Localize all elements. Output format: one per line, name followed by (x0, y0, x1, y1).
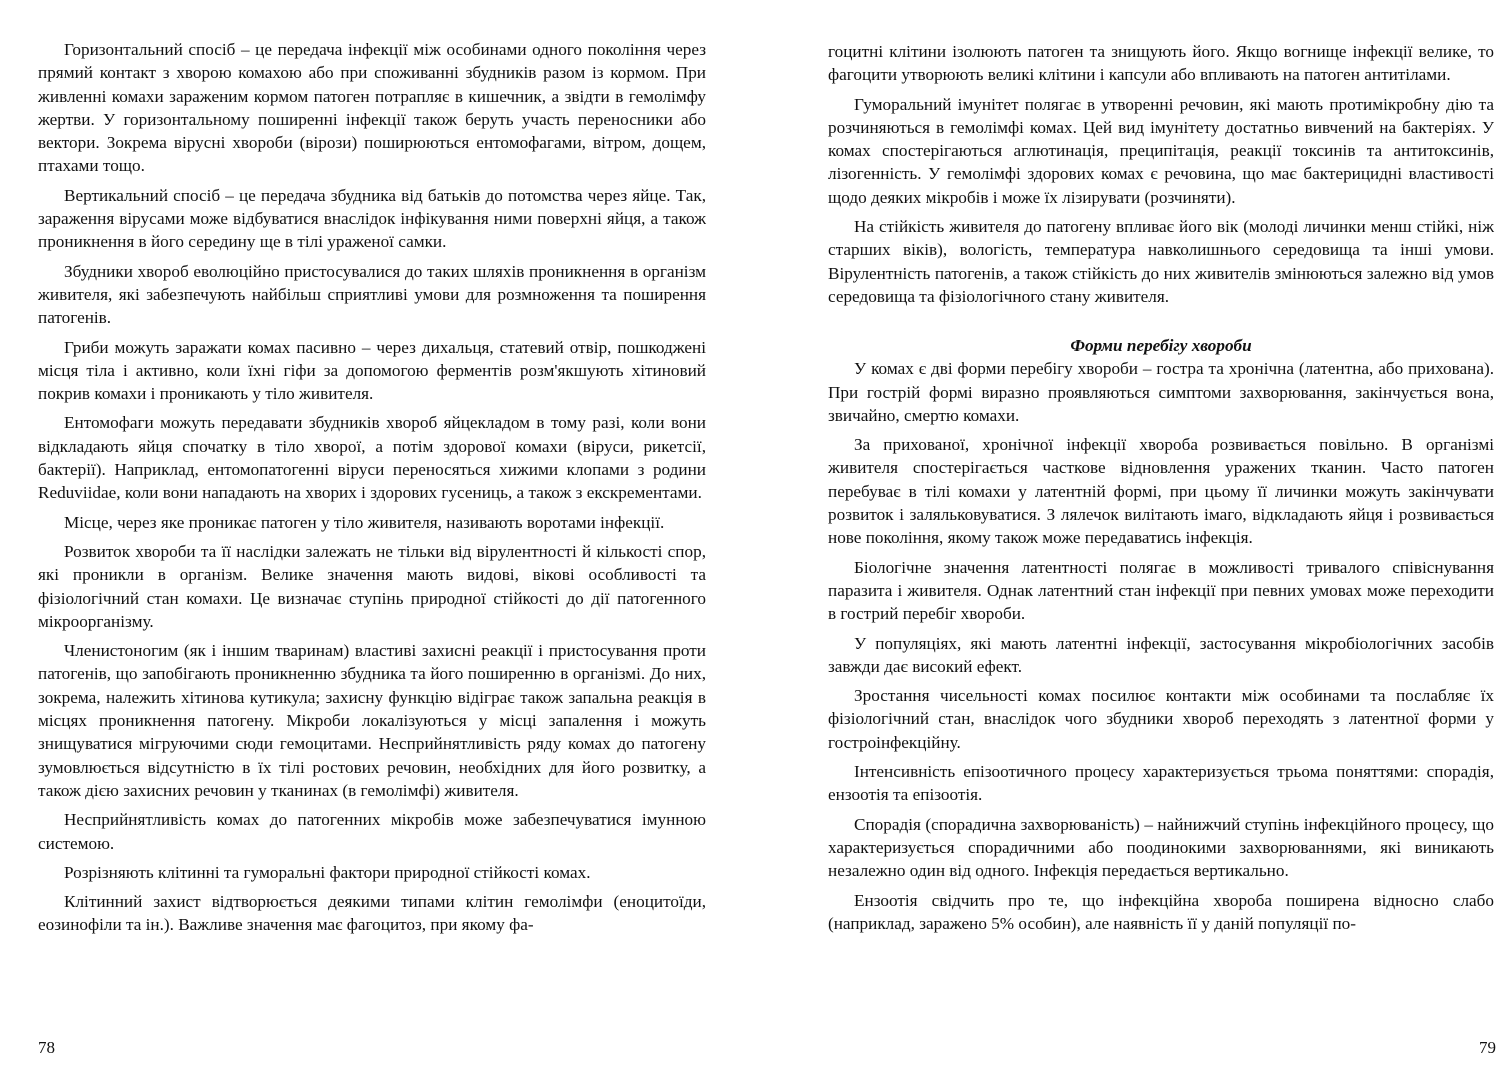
paragraph: Членистоногим (як і іншим тваринам) властиві захисні реакції і пристосування проти патогенів, що запобігають проникненню збудника та його поширенню в організмі. До них, зокрема, належить хітинова кутикула; захисну функцію відіграє також запальна реакція в місцях проникнення патогену. Мікроби локалізуються у місці запалення і можуть знищуватися мігруючими сюди гемоцитами. Несприйнятливість ряду комах до патогену зумовлюється відсутністю в їх тілі ростових речовин, необхідних для його розвитку, а також дією захисних речовин у тканинах (в гемолімфі) живителя. (38, 641, 706, 800)
paragraph: Біологічне значення латентності полягає в можливості тривалого співіснування паразита і живителя. Однак латентний стан інфекції при певних умовах може переходити в гострий перебіг хвороби. (828, 557, 1494, 624)
paragraph: Спорадія (спорадична захворюваність) – найнижчий ступінь інфекційного процесу, що характеризується спорадичними або поодинокими захворюваннями, які виникають незалежно один від одного. Інфекція передається вертикально. (828, 814, 1494, 881)
paragraph: Збудники хвороб еволюційно пристосувалися до таких шляхів проникнення в організм живителя, які забезпечують найбільш сприятливі умови для розмноження та поширення патогенів. (38, 261, 706, 328)
paragraph: Гриби можуть заражати комах пасивно – через дихальця, статевий отвір, пошкоджені місця тіла і активно, коли їхні гіфи за допомогою ферментів розм'якшують хітиновий покрив комахи і проникають у тіло живителя. (38, 337, 706, 404)
paragraph: Місце, через яке проникає патоген у тіло живителя, називають воротами інфекції. (64, 512, 665, 532)
paragraph: Несприйнятливість комах до патогенних мікробів може забезпечуватися імунною системою. (38, 810, 706, 853)
paragraph: Горизонтальний спосіб – це передача інфекції між особинами одного покоління через прямий контакт з хворою комахою або при споживанні збудників разом із кормом. При живленні комахи зараженим кормом патоген потрапляє в кишечник, а звідти в гемолімфу жертви. У горизонтальному поширенні інфекції також беруть участь переносники або вектори. Зокрема вірусні хвороби (вірози) поширюються ентомофагами, вітром, дощем, птахами тощо. (38, 40, 706, 176)
paragraph: Ентомофаги можуть передавати збудників хвороб яйцекладом в тому разі, коли вони відкладають яйця спочатку в тіло хворої, а потім здорової комахи (віруси, рикетсії, бактерії). Наприклад, ентомопатогенні віруси переносяться хижими клопами з родини Reduviidae, коли вони нападають на хворих і здорових гусениць, а також з екскрементами. (38, 413, 706, 503)
page-number-right: 79 (1479, 1038, 1496, 1057)
left-page (38, 38, 706, 943)
paragraph: У популяціях, які мають латентні інфекції, застосування мікробіологічних засобів завжди дає високий ефект. (828, 633, 1494, 676)
paragraph: Вертикальний спосіб – це передача збудника від батьків до потомства через яйце. Так, зараження вірусами може відбуватися внаслідок інфікування ними поверхні яйця, а також проникнення в його середину ще в тілі ураженої самки. (38, 185, 706, 252)
right-page (828, 40, 1494, 941)
paragraph: За прихованої, хронічної інфекції хвороба розвивається повільно. В організмі живителя спостерігається часткове відновлення уражених тканин. Часто патоген перебуває в тілі комахи у латентній формі, при цьому її личинки можуть закінчувати розвиток і заляльковуватися. З лялечок вилітають імаго, відкладають яйця і розвивається нове покоління, якому також може передаватись інфекція. (828, 435, 1494, 548)
paragraph: У комах є дві форми перебігу хвороби – гостра та хронічна (латентна, або прихована). При гострій формі виразно проявляються симптоми захворювання, закінчується вона, звичайно, смертю комахи. (828, 359, 1494, 425)
paragraph: Зростання чисельності комах посилює контакти між особинами та послабляє їх фізіологічний стан, внаслідок чого збудники хвороб переходять з латентної форми у гостроінфекційну. (828, 686, 1494, 752)
paragraph: Гуморальний імунітет полягає в утворенні речовин, які мають протимікробну дію та розчиняються в гемолімфі комах. Цей вид імунітету достатньо вивчений на бактеріях. У комах спостерігаються аглютинація, преципітація, реакції токсинів та антитоксинів, лізогенність. У гемолімфі здорових комах є речовина, що має бактерицидні властивості щодо деяких мікробів і може їх лізирувати (розчиняти). (828, 94, 1494, 207)
paragraph: Ензоотія свідчить про те, що інфекційна хвороба поширена відносно слабо (наприклад, заражено 5% особин), але наявність її у даній популяції по- (828, 890, 1494, 933)
continued-paragraph: гоцитні клітини ізолюють патоген та знищують його. Якщо вогнище інфекції велике, то фагоцити утворюють великі клітини і капсули або впливають на патоген антитілами. (828, 42, 1494, 85)
paragraph: Клітинний захист відтворюється деякими типами клітин гемолімфи (еноцитоїди, еозинофіли та ін.). Важливе значення має фагоцитоз, при якому фа- (38, 892, 706, 935)
paragraph: Розвиток хвороби та її наслідки залежать не тільки від вірулентності й кількості спор, які проникли в організм. Велике значення мають видові, вікові особливості та фізіологічний стан комахи. Це визначає ступінь природної стійкості до дії патогенного мікроорганізму. (38, 541, 706, 631)
paragraph: Інтенсивність епізоотичного процесу характеризується трьома поняттями: спорадія, ензоотія та епізоотія. (828, 762, 1494, 805)
page-number-left: 78 (38, 1038, 55, 1057)
paragraph: Розрізняють клітинні та гуморальні фактори природної стійкості комах. (64, 862, 591, 882)
section-heading: Форми перебігу хвороби (1070, 336, 1252, 356)
paragraph: На стійкість живителя до патогену впливає його вік (молоді личинки менш стійкі, ніж старших віків), вологість, температура навколишнього середовища та інші умови. Вірулентність патогенів, а також стійкість до них живителів змінюються залежно від умов середовища та фізіологічного стану живителя. (828, 217, 1494, 306)
